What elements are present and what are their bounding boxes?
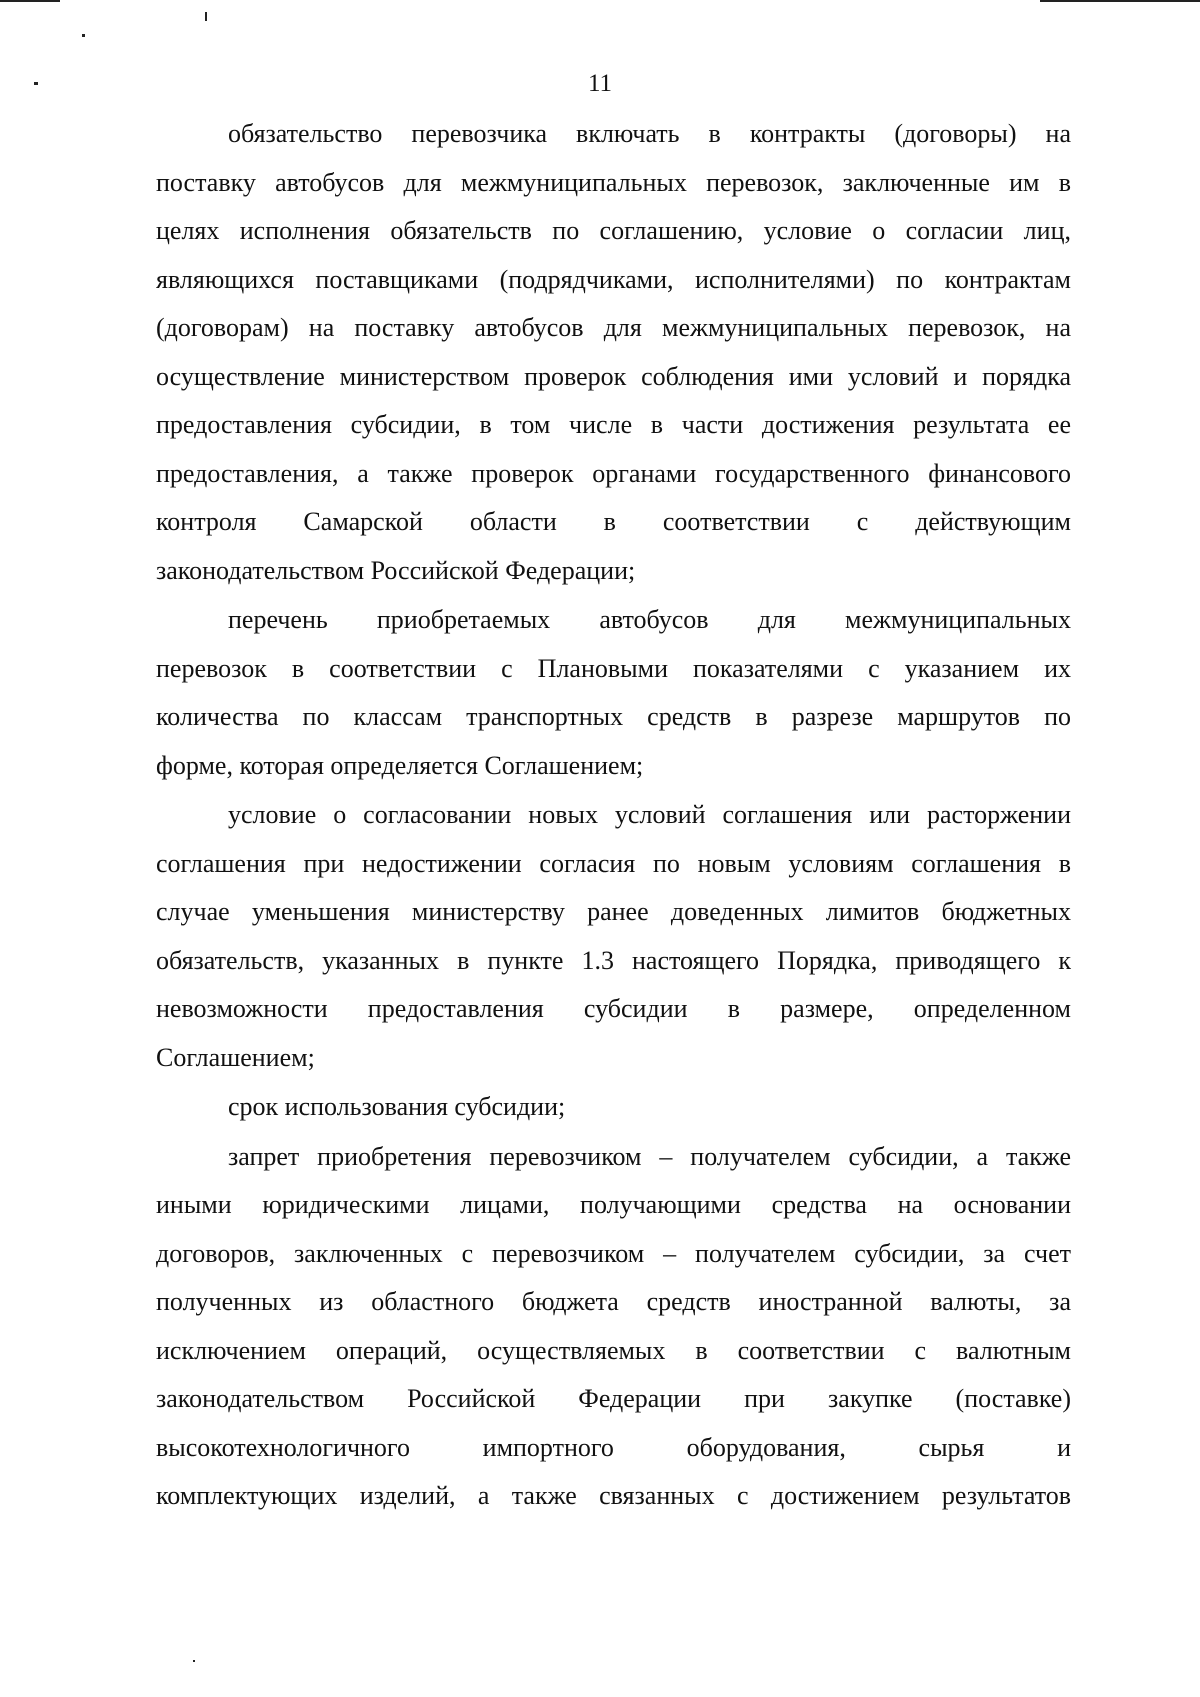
paragraph [156, 1083, 1071, 1132]
text-line: перевозок в соответствии с Плановыми показателями с указанием их [156, 653, 1071, 683]
text-line: обязательств, указанных в пункте 1.3 настоящего Порядка, приводящего к [156, 945, 1071, 975]
text-line: законодательством Российской Федерации; [156, 555, 636, 585]
document-body [156, 110, 1071, 1522]
text-line: форме, которая определяется Соглашением; [156, 750, 644, 780]
text-line: запрет приобретения перевозчиком – получателем субсидии, а также [228, 1141, 1071, 1171]
text-line: высокотехнологичного импортного оборудования, сырья и [156, 1432, 1071, 1462]
text-line: соглашения при недостижении согласия по новым условиям соглашения в [156, 848, 1071, 878]
paragraph [156, 596, 1071, 790]
paragraph [156, 110, 1071, 595]
paragraph [156, 791, 1071, 1082]
text-line: законодательством Российской Федерации при закупке (поставке) [156, 1384, 1071, 1413]
scan-artifact-dot-2 [82, 34, 85, 37]
text-line: исключением операций, осуществляемых в соответствии с валютным [156, 1335, 1071, 1365]
text-line: комплектующих изделий, а также связанных с достижением результатов [156, 1481, 1071, 1510]
text-line: иными юридическими лицами, получающими средства на основании [156, 1190, 1071, 1219]
scan-artifact-top-left [0, 0, 60, 2]
text-line: перечень приобретаемых автобусов для межмуниципальных [228, 605, 1071, 634]
text-line: случае уменьшения министерству ранее доведенных лимитов бюджетных [156, 897, 1071, 926]
paragraph [156, 1133, 1071, 1521]
text-line: срок использования субсидии; [228, 1092, 566, 1121]
text-line: договоров, заключенных с перевозчиком – получателем субсидии, за счет [156, 1238, 1071, 1268]
text-line: полученных из областного бюджета средств иностранной валюты, за [156, 1287, 1071, 1316]
scan-artifact-dot-1 [205, 12, 207, 21]
text-line: поставку автобусов для межмуниципальных перевозок, заключенные им в [156, 167, 1071, 197]
text-line: предоставления субсидии, в том числе в части достижения результата ее [156, 410, 1071, 439]
page-number: 11 [587, 70, 613, 97]
text-line: количества по классам транспортных средств в разрезе маршрутов по [156, 702, 1071, 731]
scan-artifact-dot-4 [193, 1660, 195, 1662]
text-line: предоставления, а также проверок органами государственного финансового [156, 458, 1071, 488]
text-line: осуществление министерством проверок соблюдения ими условий и порядка [156, 361, 1071, 391]
text-line: являющихся поставщиками (подрядчиками, исполнителями) по контрактам [156, 264, 1071, 294]
text-line: (договорам) на поставку автобусов для межмуниципальных перевозок, на [156, 313, 1071, 342]
text-line: условие о согласовании новых условий соглашения или расторжении [228, 800, 1071, 829]
text-line: Соглашением; [156, 1042, 315, 1072]
text-line: контроля Самарской области в соответствии с действующим [156, 507, 1071, 536]
text-line: невозможности предоставления субсидии в размере, определенном [156, 994, 1071, 1023]
scan-artifact-top-right [1040, 0, 1200, 2]
text-line: целях исполнения обязательств по соглашению, условие о согласии лиц, [156, 216, 1071, 245]
text-line: обязательство перевозчика включать в контракты (договоры) на [228, 119, 1071, 148]
